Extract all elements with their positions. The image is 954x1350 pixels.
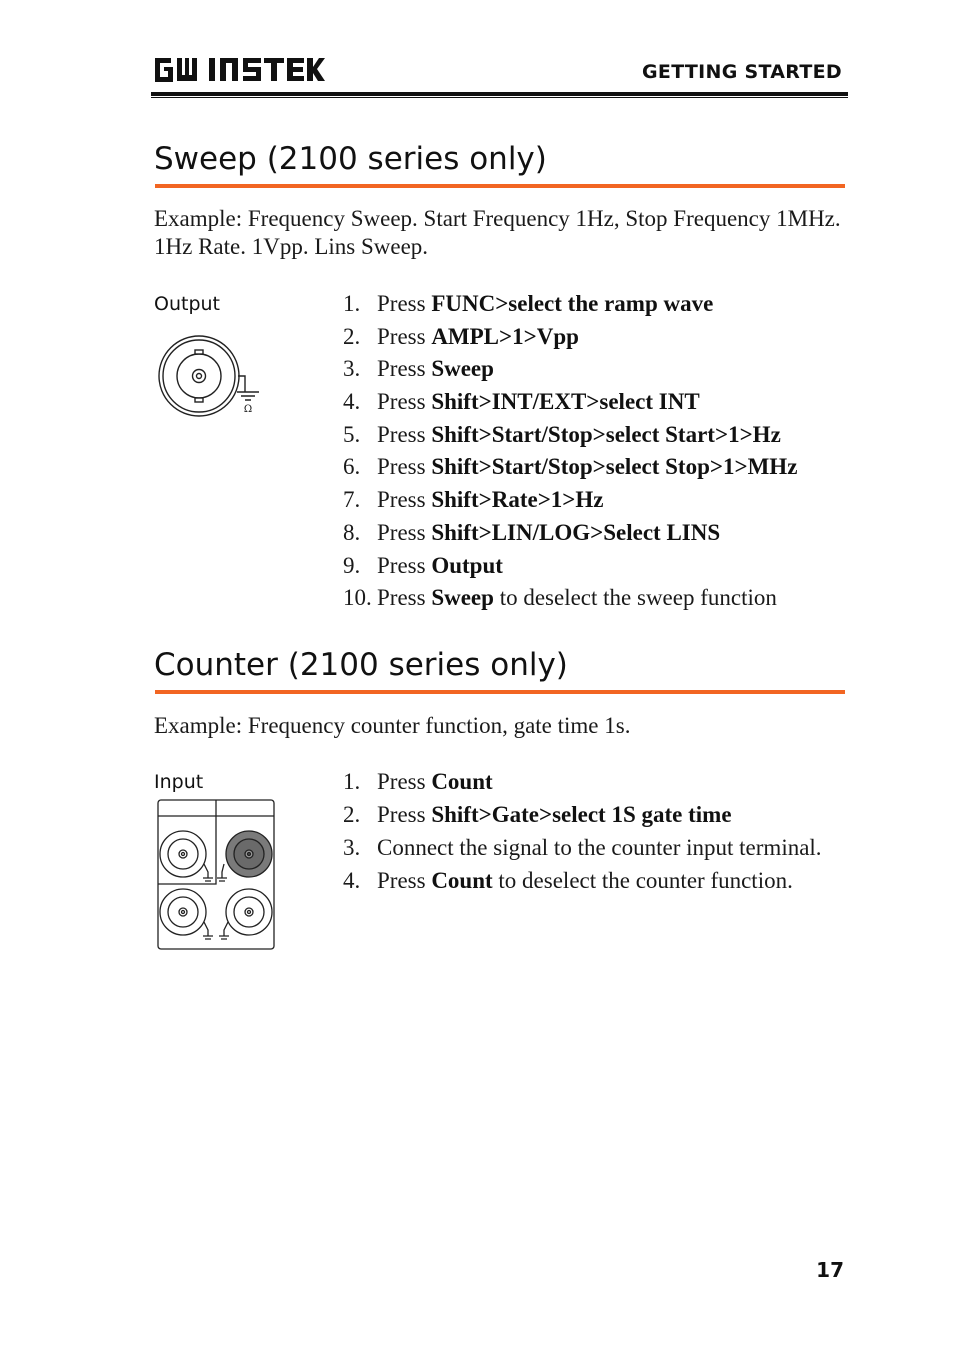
step-item bbox=[343, 323, 797, 356]
step-text: Press bbox=[377, 454, 432, 480]
step-text: Press bbox=[377, 421, 432, 447]
step-key-sequence: Sweep bbox=[431, 585, 494, 611]
step-item bbox=[343, 801, 822, 829]
counter-intro: Example: Frequency counter function, gate time 1s. bbox=[154, 713, 631, 738]
step-number: 5. bbox=[343, 421, 361, 447]
step-text: Connect the signal to the counter input terminal. bbox=[377, 835, 822, 860]
sweep-heading: Sweep (2100 series only) bbox=[154, 141, 547, 177]
step-item bbox=[343, 453, 797, 486]
step-number: 4. bbox=[343, 389, 361, 415]
step-item bbox=[343, 552, 797, 585]
step-item bbox=[343, 355, 797, 388]
step-key-sequence: Count bbox=[431, 769, 493, 794]
step-number: 8. bbox=[343, 519, 361, 545]
step-key-sequence: Shift>LIN/LOG>Select LINS bbox=[431, 519, 721, 545]
step-key-sequence: Shift>Rate>1>Hz bbox=[431, 487, 604, 513]
step-text: Press bbox=[377, 323, 432, 349]
step-item bbox=[343, 519, 797, 552]
step-key-sequence: Shift>INT/EXT>select INT bbox=[431, 389, 700, 415]
output-bnc-connector-icon bbox=[156, 332, 266, 422]
step-text: Press bbox=[377, 769, 432, 794]
step-number: 10. bbox=[343, 585, 372, 611]
step-text-suffix: to deselect the counter function. bbox=[492, 868, 793, 893]
step-key-sequence: Sweep bbox=[431, 356, 494, 382]
step-number: 3. bbox=[343, 835, 361, 860]
counter-steps-list bbox=[343, 768, 822, 900]
header-rule bbox=[151, 92, 848, 96]
step-text: Press bbox=[377, 585, 432, 611]
gw-instek-logo bbox=[153, 54, 325, 86]
step-number: 2. bbox=[343, 323, 361, 349]
step-text: Press bbox=[377, 868, 432, 893]
counter-heading: Counter (2100 series only) bbox=[154, 647, 568, 683]
ohm-symbol: Ω bbox=[243, 404, 253, 415]
step-text: Press bbox=[377, 487, 432, 513]
step-item bbox=[343, 290, 797, 323]
sweep-intro: Example: Frequency Sweep. Start Frequency 1Hz, Stop Frequency 1MHz. 1Hz Rate. 1Vpp. Lins Sweep. bbox=[154, 206, 841, 259]
sweep-steps-list bbox=[343, 290, 797, 617]
input-label: Input bbox=[154, 771, 204, 793]
step-text: Press bbox=[377, 356, 432, 382]
step-item bbox=[343, 486, 797, 519]
output-label: Output bbox=[154, 293, 220, 315]
header-rule-thin bbox=[151, 97, 848, 98]
step-text: Press bbox=[377, 552, 432, 578]
step-text: Press bbox=[377, 802, 432, 827]
step-key-sequence: FUNC>select the ramp wave bbox=[431, 291, 714, 316]
step-number: 7. bbox=[343, 487, 361, 513]
step-number: 3. bbox=[343, 356, 361, 382]
step-text: Press bbox=[377, 389, 432, 415]
step-key-sequence: Count bbox=[431, 868, 493, 893]
step-item bbox=[343, 388, 797, 421]
step-item bbox=[343, 867, 822, 895]
step-number: 6. bbox=[343, 454, 361, 480]
step-number: 2. bbox=[343, 802, 361, 827]
step-item bbox=[343, 584, 797, 617]
step-item bbox=[343, 834, 822, 862]
step-key-sequence: AMPL>1>Vpp bbox=[431, 323, 579, 349]
step-text-suffix: to deselect the sweep function bbox=[493, 585, 777, 611]
page-number: 17 bbox=[816, 1258, 844, 1282]
step-item bbox=[343, 421, 797, 454]
sweep-heading-rule bbox=[155, 184, 845, 188]
step-key-sequence: Output bbox=[431, 552, 503, 578]
step-number: 1. bbox=[343, 769, 361, 794]
step-text: Press bbox=[377, 519, 432, 545]
step-key-sequence: Shift>Start/Stop>select Start>1>Hz bbox=[431, 421, 781, 447]
step-number: 9. bbox=[343, 552, 361, 578]
step-text: Press bbox=[377, 291, 432, 316]
step-item bbox=[343, 768, 822, 796]
counter-input-panel-icon bbox=[156, 798, 278, 952]
section-label: GETTING STARTED bbox=[642, 61, 842, 83]
counter-heading-rule bbox=[155, 690, 845, 694]
step-key-sequence: Shift>Gate>select 1S gate time bbox=[431, 802, 732, 827]
step-number: 4. bbox=[343, 868, 361, 893]
step-key-sequence: Shift>Start/Stop>select Stop>1>MHz bbox=[431, 454, 798, 480]
step-number: 1. bbox=[343, 291, 361, 316]
